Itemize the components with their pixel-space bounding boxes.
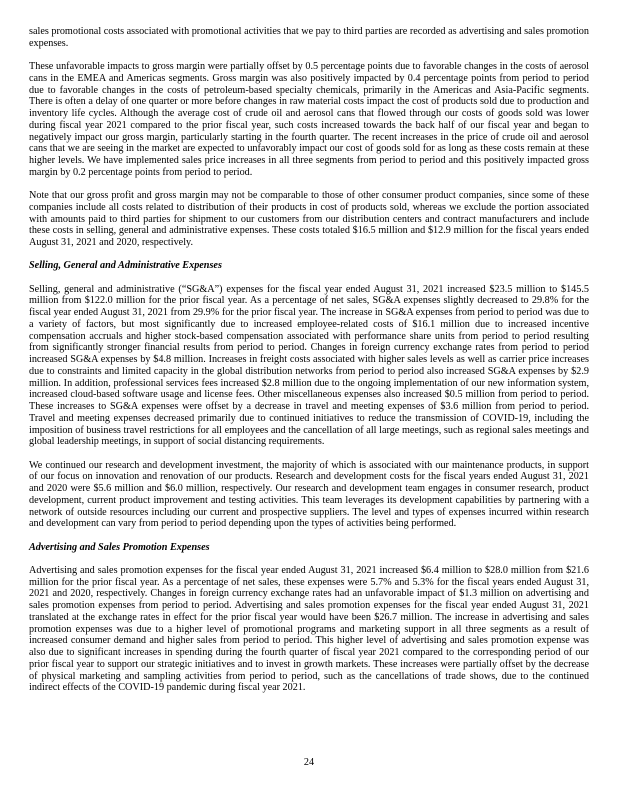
heading-sga-expenses: Selling, General and Administrative Expenses <box>29 260 222 272</box>
paragraph-gross-margin: These unfavorable impacts to gross margin were partially offset by 0.5 percentage points due to favorable changes in the costs of aerosol cans in the EMEA and Americas segments. Gross margin was also positively impacted by 0.4 percentage points from period to period due to favorable changes in the costs of petroleum-based specialty chemicals, primarily in the Americas and Asia-Pacific segments. There is often a delay of one quarter or more before changes in raw material costs impact the cost of products sold due to production and inventory life cycles. Although the average cost of crude oil and aerosol cans that flowed through our costs of goods sold was lower during fiscal year 2021 compared to the prior fiscal year, such costs increased towards the back half of our fiscal year and began to negatively impact our gross margin, particularly starting in the fourth quarter. The recent increases in the price of crude oil and aerosol cans that we are seeing in the market are expected to unfavorably impact our cost of goods sold for as long as these costs remain at these higher levels. We have implemented sales price increases in all three segments from period to period and this positively impacted gross margin by 0.2 percentage points from period to period. <box>29 61 589 178</box>
page-number: 24 <box>303 757 315 768</box>
paragraph-research-development: We continued our research and development investment, the majority of which is associated with our maintenance products, in support of our focus on innovation and renovation of our products. Research and development costs for the fiscal years ended August 31, 2021 and 2020 were $5.6 million and $6.0 million, respectively. Our research and development team engages in consumer research, product development, current product improvement and testing activities. This team leverages its development capabilities by partnering with a network of outside resources including our current and prospective suppliers. The level and types of expenses incurred within research and development can vary from period to period depending upon the types of activities being performed. <box>29 459 589 530</box>
paragraph-promotional-costs: sales promotional costs associated with promotional activities that we pay to third parties are recorded as advertising and sales promotion expenses. <box>29 26 589 49</box>
paragraph-advertising-expenses: Advertising and sales promotion expenses for the fiscal year ended August 31, 2021 increased $6.4 million to $28.0 million from $21.6 million for the prior fiscal year. As a percentage of net sales, these expenses were 5.7% and 5.3% for the fiscal years ended August 31, 2021 and 2020, respectively. Changes in foreign currency exchange rates had an unfavorable impact of $1.3 million on advertising and sales promotion expenses from period to period. Advertising and sales promotion expenses for the fiscal year ended August 31, 2021 translated at the exchange rates in effect for the prior fiscal year would have been $26.7 million. The increase in advertising and sales promotion expenses was due to a higher level of promotional programs and marketing support in all three segments as a result of increased consumer demand and higher sales from period to period. This higher level of advertising and sales promotion expense was also due to significant increases in spending during the fourth quarter of fiscal year 2021 compared to the corresponding period of our prior fiscal year to support our strategic initiatives and to invest in growth markets. These increases were partially offset by the decrease of physical marketing and sampling activities from period to period, such as the cancellations of trade shows, due to the continued indirect effects of the COVID-19 pandemic during fiscal year 2021. <box>29 564 589 694</box>
heading-advertising-expenses: Advertising and Sales Promotion Expenses <box>29 541 210 553</box>
paragraph-gross-profit-note: Note that our gross profit and gross margin may not be comparable to those of other consumer product companies, since some of these companies include all costs related to distribution of their products in cost of products sold, whereas we exclude the portion associated with amounts paid to third parties for shipment to our customers from our distribution centers and contract manufacturers and include these costs in selling, general and administrative expenses. These costs totaled $16.5 million and $12.9 million for the fiscal years ended August 31, 2021 and 2020, respectively. <box>29 190 589 248</box>
paragraph-sga-expenses: Selling, general and administrative (“SG&A”) expenses for the fiscal year ended August 31, 2021 increased $23.5 million to $145.5 million from $122.0 million for the prior fiscal year. As a percentage of net sales, SG&A expenses slightly decreased to 29.8% for the fiscal year ended August 31, 2021 from 29.9% for the prior fiscal year. The increase in SG&A expenses from period to period was due to a variety of factors, but most significantly due to increased employee-related costs of $16.1 million due to increased incentive compensation accruals and higher stock-based compensation associated with performance share units from period to period resulting from significantly stronger financial results from period to period. Changes in foreign currency exchange rates from period to period increased SG&A expenses by $4.8 million. Increases in freight costs associated with higher sales levels as well as carrier price increases due to constraints and limited capacity in the global distribution networks from period to period also increased SG&A expenses by $2.9 million. In addition, professional services fees increased $2.8 million due to the ongoing implementation of our new information system, increased cloud-based software usage and license fees. Other miscellaneous expenses also increased $0.5 million from period to period. These increases to SG&A expenses were offset by a decrease in travel and meeting expenses of $3.6 million from period to period. Travel and meeting expenses decreased primarily due to continued initiatives to reduce the transmission of COVID-19, including the imposition of business travel restrictions for all employees and the cancellation of all large meetings, such as regional sales meetings and global leadership meetings, in support of social distancing requirements. <box>29 283 589 448</box>
